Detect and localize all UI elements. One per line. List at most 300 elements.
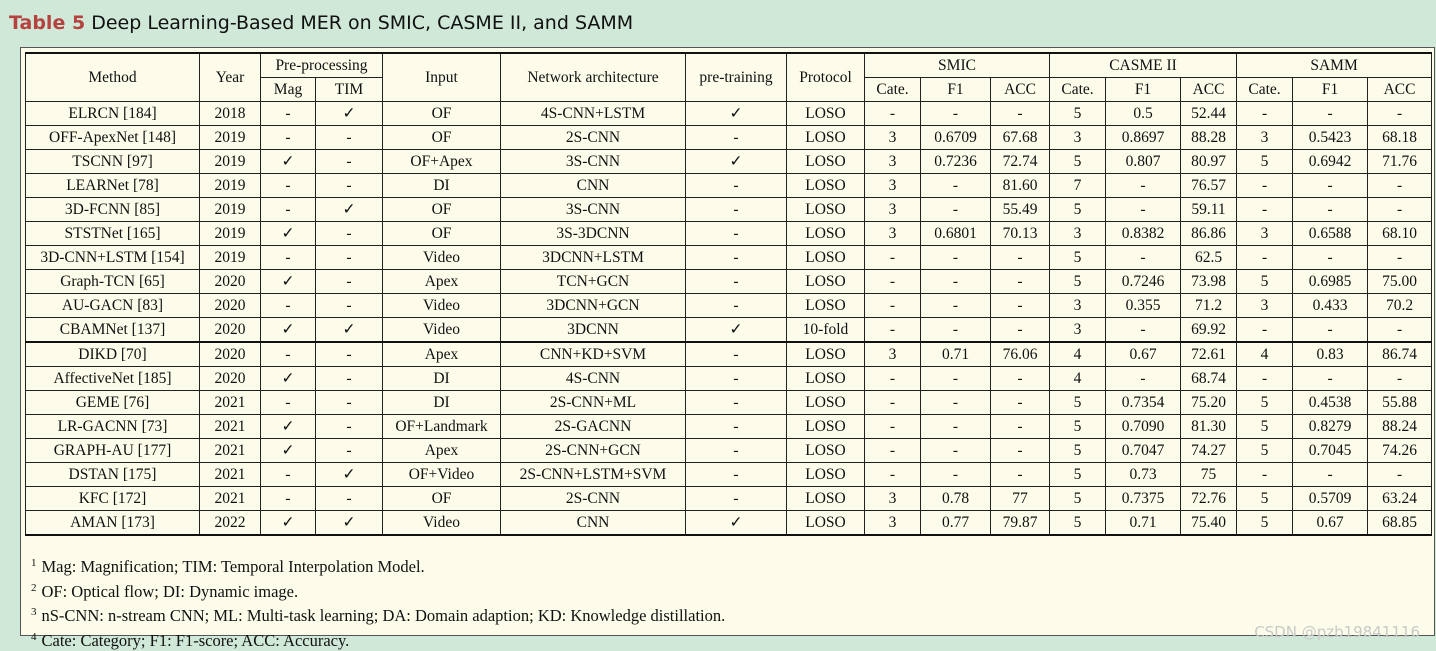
table-cell: 5: [1237, 150, 1293, 174]
table-cell: LOSO: [787, 126, 865, 150]
table-cell: ELRCN [184]: [26, 102, 200, 126]
table-cell: LOSO: [787, 439, 865, 463]
table-cell: 0.78: [921, 487, 991, 511]
footnote: $^3$ nS-CNN: n-stream CNN; ML: Multi-task learning; DA: Domain adaption; KD: Knowledge distillation.: [31, 602, 725, 627]
table-cell: CBAMNet [137]: [26, 318, 200, 343]
table-cell: -: [261, 126, 316, 150]
table-cell: LOSO: [787, 415, 865, 439]
table-cell: -: [865, 102, 921, 126]
table-cell: -: [1237, 367, 1293, 391]
table-cell: 74.27: [1181, 439, 1237, 463]
table-cell: 68.18: [1368, 126, 1432, 150]
table-cell: ✓: [261, 318, 316, 343]
table-cell: 4: [1237, 342, 1293, 367]
table-cell: -: [261, 487, 316, 511]
table-cell: 2021: [200, 487, 261, 511]
table-cell: -: [1237, 102, 1293, 126]
table-cell: DI: [383, 367, 501, 391]
table-cell: 76.06: [991, 342, 1050, 367]
table-cell: -: [686, 246, 787, 270]
table-cell: -: [316, 391, 383, 415]
table-cell: ✓: [261, 439, 316, 463]
table-cell: -: [921, 415, 991, 439]
table-cell: 5: [1050, 150, 1106, 174]
table-cell: LOSO: [787, 487, 865, 511]
table-cell: LOSO: [787, 222, 865, 246]
table-cell: -: [686, 367, 787, 391]
header-preprocessing: Pre-processing: [261, 53, 383, 78]
table-cell: ✓: [316, 102, 383, 126]
header-samm-f1: F1: [1293, 78, 1368, 102]
table-cell: 5: [1237, 511, 1293, 536]
table-cell: -: [991, 318, 1050, 343]
table-cell: AffectiveNet [185]: [26, 367, 200, 391]
table-cell: -: [1368, 463, 1432, 487]
table-row: [26, 487, 1432, 511]
table-cell: OF+Landmark: [383, 415, 501, 439]
table-cell: ✓: [261, 511, 316, 536]
table-cell: 0.807: [1106, 150, 1181, 174]
table-cell: -: [1293, 463, 1368, 487]
table-cell: LOSO: [787, 511, 865, 536]
table-cell: -: [921, 102, 991, 126]
table-cell: -: [1106, 246, 1181, 270]
table-cell: 5: [1050, 463, 1106, 487]
header-casme-f1: F1: [1106, 78, 1181, 102]
table-cell: LOSO: [787, 174, 865, 198]
table-cell: 72.74: [991, 150, 1050, 174]
table-cell: 5: [1237, 415, 1293, 439]
table-cell: -: [1293, 367, 1368, 391]
table-cell: 2021: [200, 439, 261, 463]
table-cell: -: [261, 102, 316, 126]
table-cell: 0.7236: [921, 150, 991, 174]
table-cell: Video: [383, 246, 501, 270]
table-cell: CNN: [501, 174, 686, 198]
table-cell: -: [921, 174, 991, 198]
table-cell: 3DCNN+LSTM: [501, 246, 686, 270]
table-cell: 3DCNN: [501, 318, 686, 343]
table-cell: 69.92: [1181, 318, 1237, 343]
table-cell: OF: [383, 198, 501, 222]
table-cell: -: [686, 391, 787, 415]
table-cell: 77: [991, 487, 1050, 511]
table-cell: 2019: [200, 198, 261, 222]
table-cell: 68.74: [1181, 367, 1237, 391]
table-cell: -: [261, 294, 316, 318]
table-cell: -: [686, 222, 787, 246]
table-cell: 55.88: [1368, 391, 1432, 415]
table-cell: 0.8697: [1106, 126, 1181, 150]
table-cell: 4: [1050, 342, 1106, 367]
table-cell: -: [1293, 318, 1368, 343]
table-cell: 3S-3DCNN: [501, 222, 686, 246]
table-cell: 2020: [200, 367, 261, 391]
table-cell: 5: [1237, 487, 1293, 511]
table-cell: 71.2: [1181, 294, 1237, 318]
table-cell: 2S-CNN+GCN: [501, 439, 686, 463]
table-cell: -: [316, 439, 383, 463]
table-cell: 3: [1050, 126, 1106, 150]
table-caption-text: Deep Learning-Based MER on SMIC, CASME II, and SAMM: [91, 12, 633, 34]
table-cell: 3: [865, 198, 921, 222]
table-cell: 86.74: [1368, 342, 1432, 367]
table-cell: LOSO: [787, 270, 865, 294]
table-row: [26, 222, 1432, 246]
table-cell: -: [316, 294, 383, 318]
table-cell: ✓: [261, 222, 316, 246]
table-cell: 55.49: [991, 198, 1050, 222]
header-samm: SAMM: [1237, 53, 1432, 78]
table-row: [26, 318, 1432, 343]
table-cell: LOSO: [787, 246, 865, 270]
table-cell: 0.7354: [1106, 391, 1181, 415]
table-body: [26, 102, 1432, 536]
table-cell: ✓: [261, 367, 316, 391]
table-cell: 0.7246: [1106, 270, 1181, 294]
table-row: [26, 463, 1432, 487]
table-cell: LOSO: [787, 367, 865, 391]
table-cell: -: [991, 439, 1050, 463]
header-protocol: Protocol: [787, 53, 865, 102]
table-cell: Video: [383, 294, 501, 318]
header-year: Year: [200, 53, 261, 102]
table-cell: 2019: [200, 150, 261, 174]
table-cell: -: [1368, 367, 1432, 391]
header-method: Method: [26, 53, 200, 102]
table-cell: ✓: [686, 150, 787, 174]
table-cell: AMAN [173]: [26, 511, 200, 536]
table-footnotes: [31, 553, 725, 651]
table-cell: OF: [383, 102, 501, 126]
table-cell: -: [686, 294, 787, 318]
table-cell: ✓: [316, 511, 383, 536]
table-cell: 0.6942: [1293, 150, 1368, 174]
table-cell: -: [261, 463, 316, 487]
table-cell: -: [1106, 198, 1181, 222]
table-cell: OF: [383, 126, 501, 150]
table-cell: 81.60: [991, 174, 1050, 198]
table-cell: -: [991, 415, 1050, 439]
table-cell: 5: [1237, 439, 1293, 463]
table-cell: 3: [865, 342, 921, 367]
table-row: [26, 126, 1432, 150]
table-cell: ✓: [316, 463, 383, 487]
table-cell: 3: [1237, 222, 1293, 246]
table-cell: 3D-CNN+LSTM [154]: [26, 246, 200, 270]
table-cell: 71.76: [1368, 150, 1432, 174]
table-cell: -: [865, 246, 921, 270]
table-row: [26, 391, 1432, 415]
table-cell: 73.98: [1181, 270, 1237, 294]
table-cell: 2021: [200, 463, 261, 487]
table-cell: 88.24: [1368, 415, 1432, 439]
table-cell: 2S-CNN+LSTM+SVM: [501, 463, 686, 487]
header-mag: Mag: [261, 78, 316, 102]
table-cell: 79.87: [991, 511, 1050, 536]
table-cell: -: [1293, 102, 1368, 126]
table-cell: -: [991, 270, 1050, 294]
header-network: Network architecture: [501, 53, 686, 102]
table-cell: 68.85: [1368, 511, 1432, 536]
table-cell: 75.20: [1181, 391, 1237, 415]
table-cell: -: [686, 126, 787, 150]
table-cell: -: [1237, 463, 1293, 487]
table-cell: -: [1106, 174, 1181, 198]
table-cell: -: [1368, 318, 1432, 343]
table-cell: CNN: [501, 511, 686, 536]
table-cell: 70.13: [991, 222, 1050, 246]
table-cell: 0.355: [1106, 294, 1181, 318]
table-cell: -: [1237, 174, 1293, 198]
header-input: Input: [383, 53, 501, 102]
table-cell: LOSO: [787, 463, 865, 487]
table-cell: -: [921, 318, 991, 343]
table-cell: 3: [865, 222, 921, 246]
table-cell: ✓: [261, 415, 316, 439]
table-cell: DI: [383, 174, 501, 198]
table-cell: -: [865, 391, 921, 415]
footnote: $^1$ Mag: Magnification; TIM: Temporal Interpolation Model.: [31, 553, 725, 578]
table-cell: 0.8382: [1106, 222, 1181, 246]
table-cell: 4S-CNN: [501, 367, 686, 391]
table-cell: 3: [1050, 294, 1106, 318]
header-pretraining: pre-training: [686, 53, 787, 102]
table-cell: -: [261, 391, 316, 415]
table-caption: [9, 12, 633, 34]
table-cell: Apex: [383, 439, 501, 463]
table-cell: -: [991, 367, 1050, 391]
table-cell: OF: [383, 487, 501, 511]
table-cell: 5: [1050, 511, 1106, 536]
table-cell: 0.67: [1106, 342, 1181, 367]
table-cell: LOSO: [787, 294, 865, 318]
table-cell: 2020: [200, 270, 261, 294]
table-cell: 0.6709: [921, 126, 991, 150]
table-cell: 2020: [200, 294, 261, 318]
table-cell: 0.73: [1106, 463, 1181, 487]
table-cell: 4S-CNN+LSTM: [501, 102, 686, 126]
table-row: [26, 415, 1432, 439]
table-cell: ✓: [261, 150, 316, 174]
table-cell: -: [921, 294, 991, 318]
table-cell: -: [865, 367, 921, 391]
table-cell: -: [686, 270, 787, 294]
table-cell: -: [686, 415, 787, 439]
table-cell: 2S-CNN: [501, 126, 686, 150]
table-cell: 2021: [200, 415, 261, 439]
table-cell: -: [921, 391, 991, 415]
table-cell: -: [1293, 246, 1368, 270]
table-cell: 67.68: [991, 126, 1050, 150]
table-cell: 75.00: [1368, 270, 1432, 294]
table-cell: -: [316, 270, 383, 294]
table-cell: -: [865, 294, 921, 318]
table-cell: -: [1106, 318, 1181, 343]
table-cell: 5: [1050, 391, 1106, 415]
table-row: [26, 246, 1432, 270]
table-cell: Graph-TCN [65]: [26, 270, 200, 294]
table-cell: LOSO: [787, 342, 865, 367]
table-row: [26, 102, 1432, 126]
header-casme-acc: ACC: [1181, 78, 1237, 102]
table-row: [26, 439, 1432, 463]
table-cell: 2S-GACNN: [501, 415, 686, 439]
table-cell: 0.71: [1106, 511, 1181, 536]
table-cell: 3: [865, 487, 921, 511]
table-cell: Video: [383, 511, 501, 536]
table-cell: 88.28: [1181, 126, 1237, 150]
table-cell: -: [261, 342, 316, 367]
table-cell: -: [921, 463, 991, 487]
table-cell: -: [991, 463, 1050, 487]
table-cell: 59.11: [1181, 198, 1237, 222]
table-cell: 72.76: [1181, 487, 1237, 511]
table-cell: 86.86: [1181, 222, 1237, 246]
table-cell: 62.5: [1181, 246, 1237, 270]
table-cell: -: [865, 415, 921, 439]
table-cell: 0.6801: [921, 222, 991, 246]
table-cell: 2018: [200, 102, 261, 126]
table-cell: 5: [1237, 270, 1293, 294]
table-cell: -: [316, 246, 383, 270]
table-cell: -: [1368, 198, 1432, 222]
table-cell: 2020: [200, 318, 261, 343]
table-cell: 2019: [200, 222, 261, 246]
table-cell: 0.7047: [1106, 439, 1181, 463]
table-cell: 3: [865, 150, 921, 174]
table-cell: 2S-CNN: [501, 487, 686, 511]
table-cell: GEME [76]: [26, 391, 200, 415]
table-cell: 80.97: [1181, 150, 1237, 174]
table-cell: OFF-ApexNet [148]: [26, 126, 200, 150]
table-cell: -: [316, 367, 383, 391]
table-cell: 3: [865, 511, 921, 536]
table-cell: 3S-CNN: [501, 150, 686, 174]
table-cell: ✓: [686, 511, 787, 536]
table-cell: -: [991, 246, 1050, 270]
header-samm-cate: Cate.: [1237, 78, 1293, 102]
table-cell: 72.61: [1181, 342, 1237, 367]
table-cell: TSCNN [97]: [26, 150, 200, 174]
table-cell: 3: [1237, 126, 1293, 150]
table-cell: 3: [1050, 222, 1106, 246]
table-cell: -: [1293, 174, 1368, 198]
table-cell: 0.7375: [1106, 487, 1181, 511]
table-cell: ✓: [316, 198, 383, 222]
table-cell: 7: [1050, 174, 1106, 198]
table-cell: 0.433: [1293, 294, 1368, 318]
table-cell: -: [865, 463, 921, 487]
table-cell: KFC [172]: [26, 487, 200, 511]
table-cell: LEARNet [78]: [26, 174, 200, 198]
footnote: $^4$ Cate: Category; F1: F1-score; ACC: Accuracy.: [31, 627, 725, 651]
table-cell: -: [865, 270, 921, 294]
table-cell: -: [316, 342, 383, 367]
table-cell: -: [686, 174, 787, 198]
table-cell: -: [316, 150, 383, 174]
table-cell: -: [261, 174, 316, 198]
table-cell: ✓: [686, 102, 787, 126]
table-cell: LOSO: [787, 102, 865, 126]
table-cell: -: [1237, 198, 1293, 222]
table-row: [26, 198, 1432, 222]
table-cell: 2S-CNN+ML: [501, 391, 686, 415]
table-cell: 3: [865, 174, 921, 198]
table-cell: 4: [1050, 367, 1106, 391]
table-cell: 5: [1050, 198, 1106, 222]
table-cell: 0.67: [1293, 511, 1368, 536]
header-smic-f1: F1: [921, 78, 991, 102]
table-cell: -: [316, 126, 383, 150]
table-cell: -: [1237, 318, 1293, 343]
table-cell: -: [1368, 174, 1432, 198]
table-cell: 0.7045: [1293, 439, 1368, 463]
table-row: [26, 367, 1432, 391]
table-cell: -: [261, 246, 316, 270]
table-row: [26, 174, 1432, 198]
table-cell: LR-GACNN [73]: [26, 415, 200, 439]
table-cell: -: [921, 246, 991, 270]
table-cell: 2022: [200, 511, 261, 536]
table-cell: -: [686, 487, 787, 511]
table-cell: Apex: [383, 342, 501, 367]
table-cell: LOSO: [787, 391, 865, 415]
table-cell: -: [316, 222, 383, 246]
table-cell: 74.26: [1368, 439, 1432, 463]
table-cell: 81.30: [1181, 415, 1237, 439]
table-cell: 0.71: [921, 342, 991, 367]
table-cell: -: [1368, 102, 1432, 126]
watermark: CSDN @pzb19841116: [1254, 623, 1420, 641]
table-cell: 3D-FCNN [85]: [26, 198, 200, 222]
table-cell: 3: [1237, 294, 1293, 318]
table-cell: DI: [383, 391, 501, 415]
table-cell: 63.24: [1368, 487, 1432, 511]
table-cell: 0.5423: [1293, 126, 1368, 150]
table-cell: 5: [1050, 270, 1106, 294]
table-cell: 0.6985: [1293, 270, 1368, 294]
table-row: [26, 294, 1432, 318]
table-cell: 5: [1050, 415, 1106, 439]
table-cell: Video: [383, 318, 501, 343]
results-table: [25, 52, 1432, 536]
table-cell: -: [686, 198, 787, 222]
table-panel: [20, 47, 1435, 636]
table-cell: -: [865, 439, 921, 463]
header-casme: CASME II: [1050, 53, 1237, 78]
table-cell: 10-fold: [787, 318, 865, 343]
table-cell: 0.8279: [1293, 415, 1368, 439]
table-cell: 3S-CNN: [501, 198, 686, 222]
table-cell: 75: [1181, 463, 1237, 487]
table-cell: 2021: [200, 391, 261, 415]
table-cell: ✓: [261, 270, 316, 294]
table-cell: 2019: [200, 246, 261, 270]
table-cell: -: [921, 439, 991, 463]
table-cell: ✓: [316, 318, 383, 343]
table-cell: 2019: [200, 174, 261, 198]
table-cell: OF: [383, 222, 501, 246]
header-smic-acc: ACC: [991, 78, 1050, 102]
table-caption-label: Table 5: [9, 12, 85, 34]
table-cell: ✓: [686, 318, 787, 343]
header-samm-acc: ACC: [1368, 78, 1432, 102]
table-cell: CNN+KD+SVM: [501, 342, 686, 367]
table-cell: 0.5709: [1293, 487, 1368, 511]
table-cell: -: [865, 318, 921, 343]
table-cell: OF+Apex: [383, 150, 501, 174]
